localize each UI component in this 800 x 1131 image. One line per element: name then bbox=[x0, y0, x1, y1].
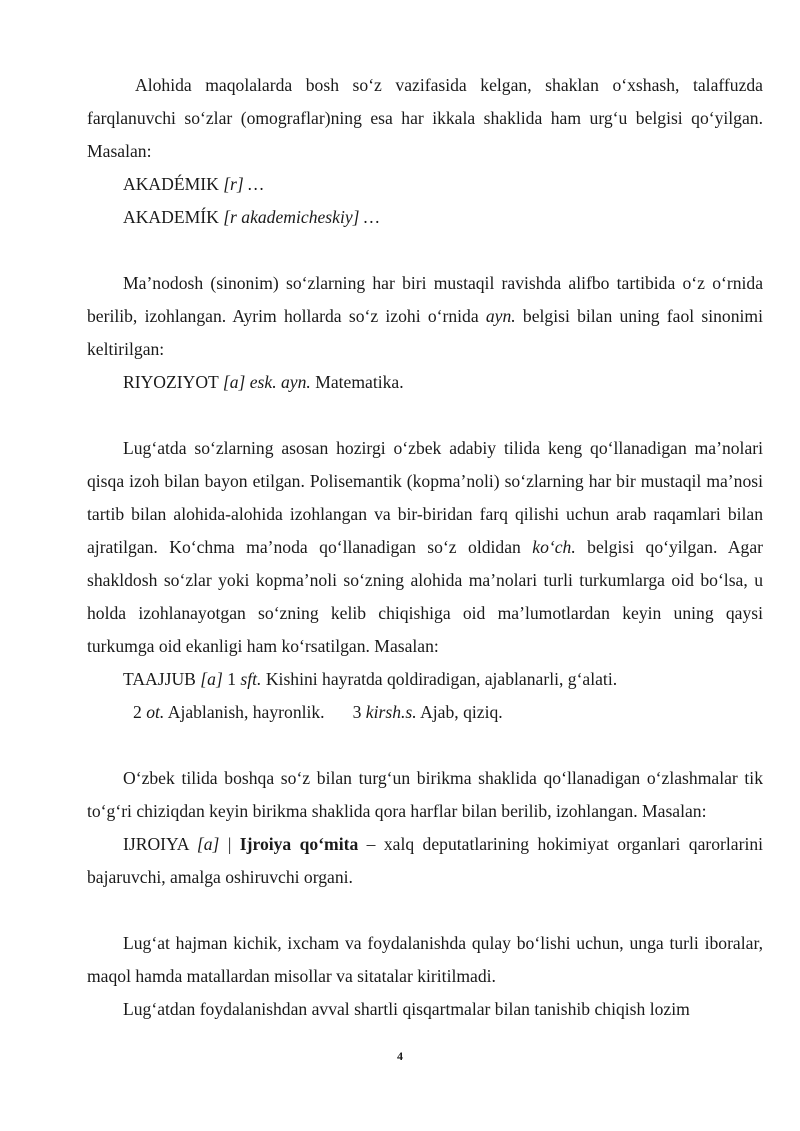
paragraph-polysemy: Lug‘atda so‘zlarning asosan hozirgi o‘zbek adabiy tilida keng qo‘llanadigan ma’nolari qisqa izoh bilan bayon etilgan. Polisemantik (kopma’noli) so‘zlarning har bir mustaqil ma’nosi tartib bilan alohida-alohida izohlangan va bir-biridan farq qilishi uchun arab raqamlari bilan ajratilgan. Ko‘chma ma’noda qo‘llanadigan so‘z oldidan ko‘ch. belgisi qo‘yilgan. Agar shakldosh so‘zlar yoki kopma’noli so‘zning alohida ma’nolari turli turkumlarga oid bo‘lsa, u holda izohlanayotgan so‘zning kelib chiqishiga oid ma’lumotlardan keyin uning qaysi turkumga oid ekanligi ham ko‘rsatilgan. Masalan: bbox=[87, 438, 763, 656]
example-ijroiya: IJROIYA [a] | Ijroiya qo‘mita – xalq deputatlarining hokimiyat organlari qarorlarini bajaruvchi, amalga oshiruvchi organi. bbox=[87, 834, 764, 887]
example-taajjub: TAAJJUB [a] 1 sft. Kishini hayratda qoldiradigan, ajablanarli, g‘alati. bbox=[123, 669, 618, 689]
example-akademik-2: AKADEMÍK [r akademicheskiy] … bbox=[123, 207, 380, 227]
paragraph-omographs: Alohida maqolalarda bosh so‘z vazifasida kelgan, shaklan o‘xshash, talaffuzda farqlanuvchi so‘zlar (omograflar)ning esa har ikkala shaklida ham urg‘u belgisi qo‘yilgan. Masalan: bbox=[87, 75, 763, 161]
example-akademik-1: AKADÉMIK [r] … bbox=[123, 174, 264, 194]
document-body bbox=[87, 69, 763, 1026]
example-taajjub-senses: 2 ot. Ajablanish, hayronlik. 3 kirsh.s. Ajab, qiziq. bbox=[133, 702, 503, 722]
page-number: 4 bbox=[397, 1049, 403, 1063]
example-riyoziyot: RIYOZIYOT [a] esk. ayn. Matematika. bbox=[123, 372, 404, 392]
paragraph-synonyms: Ma’nodosh (sinonim) so‘zlarning har biri mustaqil ravishda alifbo tartibida o‘z o‘rnida berilib, izohlangan. Ayrim hollarda so‘z izohi o‘rnida ayn. belgisi bilan uning faol sinonimi keltirilgan: bbox=[87, 273, 763, 359]
paragraph-compounds: O‘zbek tilida boshqa so‘z bilan turg‘un birikma shaklida qo‘llanadigan o‘zlashmalar tik to‘g‘ri chiziqdan keyin birikma shaklida qora harflar bilan berilib, izohlangan. Masalan: bbox=[87, 768, 763, 821]
paragraph-abbreviations: Lug‘atdan foydalanishdan avval shartli qisqartmalar bilan tanishib chiqish lozim bbox=[123, 999, 690, 1019]
paragraph-scope: Lug‘at hajman kichik, ixcham va foydalanishda qulay bo‘lishi uchun, unga turli iboralar, maqol hamda matallardan misollar va sitatalar kiritilmadi. bbox=[87, 933, 763, 986]
